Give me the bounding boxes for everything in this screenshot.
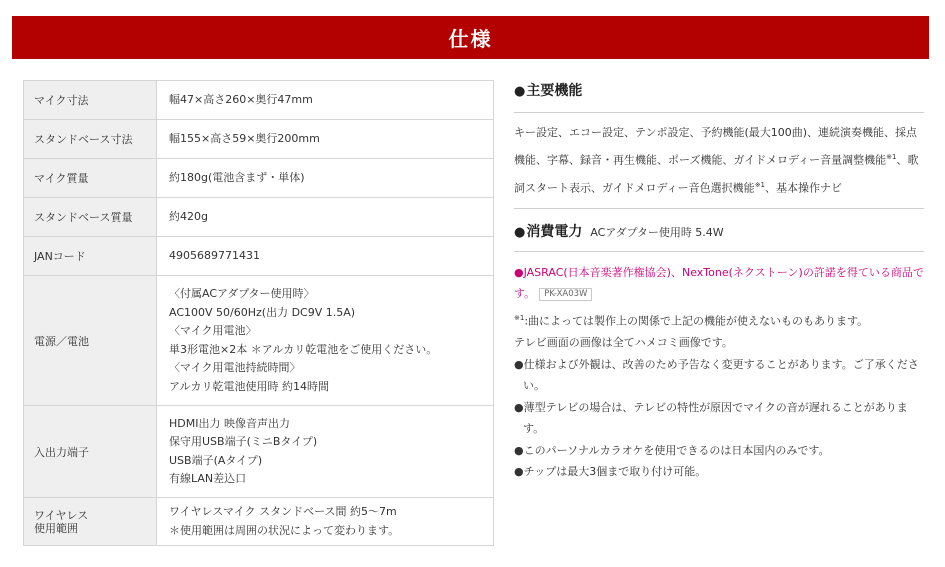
power-heading: [514, 221, 924, 241]
value-line: 約180g(電池含まず・単体): [169, 170, 305, 184]
note-line: ●仕様および外観は、改善のため予告なく変更することがあります。ご了承くださ: [514, 357, 919, 371]
value-line: 4905689771431: [169, 248, 260, 262]
note-line: テレビ画面の画像は全てハメコミ画像です。: [514, 336, 733, 350]
note-text: :曲によっては製作上の関係で上記の機能が使えないものもあります。: [524, 314, 869, 328]
notes-block: [514, 308, 924, 483]
table-row: [24, 406, 494, 498]
features-text-c: 、基本操作ナビ: [765, 181, 843, 195]
row-label: マイク寸法: [24, 81, 157, 120]
value-line: 有線LAN差込口: [169, 472, 247, 485]
bullet-icon: ●: [514, 225, 526, 241]
footnote-mark: ※1: [886, 153, 897, 161]
row-label: JANコード: [24, 237, 157, 276]
page-banner: [12, 16, 929, 59]
row-value: [157, 198, 494, 237]
power-value: ACアダプター使用時 5.4W: [590, 226, 724, 240]
table-row: [24, 159, 494, 198]
row-value: [157, 81, 494, 120]
pink-bullet-icon: ●: [514, 266, 524, 280]
value-line: AC100V 50/60Hz(出力 DC9V 1.5A): [169, 305, 356, 319]
row-value: [157, 276, 494, 406]
row-label: スタンドベース質量: [24, 198, 157, 237]
table-row: [24, 276, 494, 406]
row-label: マイク質量: [24, 159, 157, 198]
row-value: [157, 120, 494, 159]
value-line: アルカリ乾電池使用時 約14時間: [169, 379, 330, 393]
row-label: スタンドベース寸法: [24, 120, 157, 159]
banner-title: 仕様: [448, 27, 493, 51]
row-label: 入出力端子: [24, 406, 157, 498]
value-line: 〈付属ACアダプター使用時〉: [169, 287, 315, 300]
value-line: 幅47×高さ260×奥行47mm: [169, 92, 313, 106]
footnote-mark: ※1: [514, 314, 525, 323]
spec-table: [23, 80, 494, 546]
license-text: JASRAC(日本音楽著作権協会)、NexTone(ネクストーン)の許諾を得ている商品です。: [514, 266, 924, 301]
note-line: ●チップは最大3個まで取り付け可能。: [514, 465, 707, 479]
table-row: [24, 198, 494, 237]
row-value: [157, 406, 494, 498]
value-line: 幅155×高さ59×奥行200mm: [169, 131, 320, 145]
value-line: HDMI出力 映像音声出力: [169, 416, 290, 430]
value-line: 単3形電池×2本 ＊アルカリ乾電池をご使用ください。: [169, 342, 438, 356]
row-value: [157, 159, 494, 198]
table-row: [24, 81, 494, 120]
divider: [514, 208, 924, 209]
footnote-mark: ※1: [754, 180, 766, 189]
note-line: す。: [523, 422, 545, 436]
row-value: [157, 237, 494, 276]
value-line: 約420g: [169, 209, 208, 223]
value-line: 〈マイク用電池〉: [169, 324, 257, 337]
power-title: 消費電力: [526, 224, 583, 241]
note-line: い。: [523, 379, 545, 393]
row-label: ワイヤレス 使用範囲: [24, 498, 157, 546]
value-line: ＊使用範囲は周囲の状況によって変わります。: [169, 523, 400, 537]
row-label: 電源／電池: [24, 276, 157, 406]
divider: [514, 251, 924, 252]
note-line: [514, 308, 924, 332]
table-row: [24, 237, 494, 276]
table-row: [24, 120, 494, 159]
value-line: 〈マイク用電池持続時間〉: [169, 361, 301, 374]
main-features-heading: [514, 80, 924, 100]
note-line: ●このパーソナルカラオケを使用できるのは日本国内のみです。: [514, 443, 830, 457]
row-value: [157, 498, 494, 546]
value-line: ワイヤレスマイク スタンドベース間 約5〜7m: [169, 505, 397, 518]
right-column: [514, 80, 924, 483]
features-text-a: キー設定、エコー設定、テンポ設定、予約機能(最大100曲)、連続演奏機能、採点機能、字幕、録音・再生機能、ポーズ機能、ガイドメロディー音量調整機能: [514, 126, 918, 167]
main-features-text: [514, 121, 924, 200]
value-line: 保守用USB端子(ミニBタイプ): [169, 435, 318, 448]
main-features-title: 主要機能: [526, 83, 583, 99]
model-tag: PK-XA03W: [539, 288, 592, 301]
note-line: ●薄型テレビの場合は、テレビの特性が原因でマイクの音が遅れることがありま: [514, 400, 908, 414]
license-note: [514, 262, 924, 304]
divider: [514, 112, 924, 113]
value-line: USB端子(Aタイプ): [169, 453, 263, 467]
bullet-icon: ●: [514, 84, 526, 99]
features-text-b: 、歌詞スタート表示、ガイドメロディー音色選択機能: [514, 153, 919, 195]
table-row: [24, 498, 494, 546]
